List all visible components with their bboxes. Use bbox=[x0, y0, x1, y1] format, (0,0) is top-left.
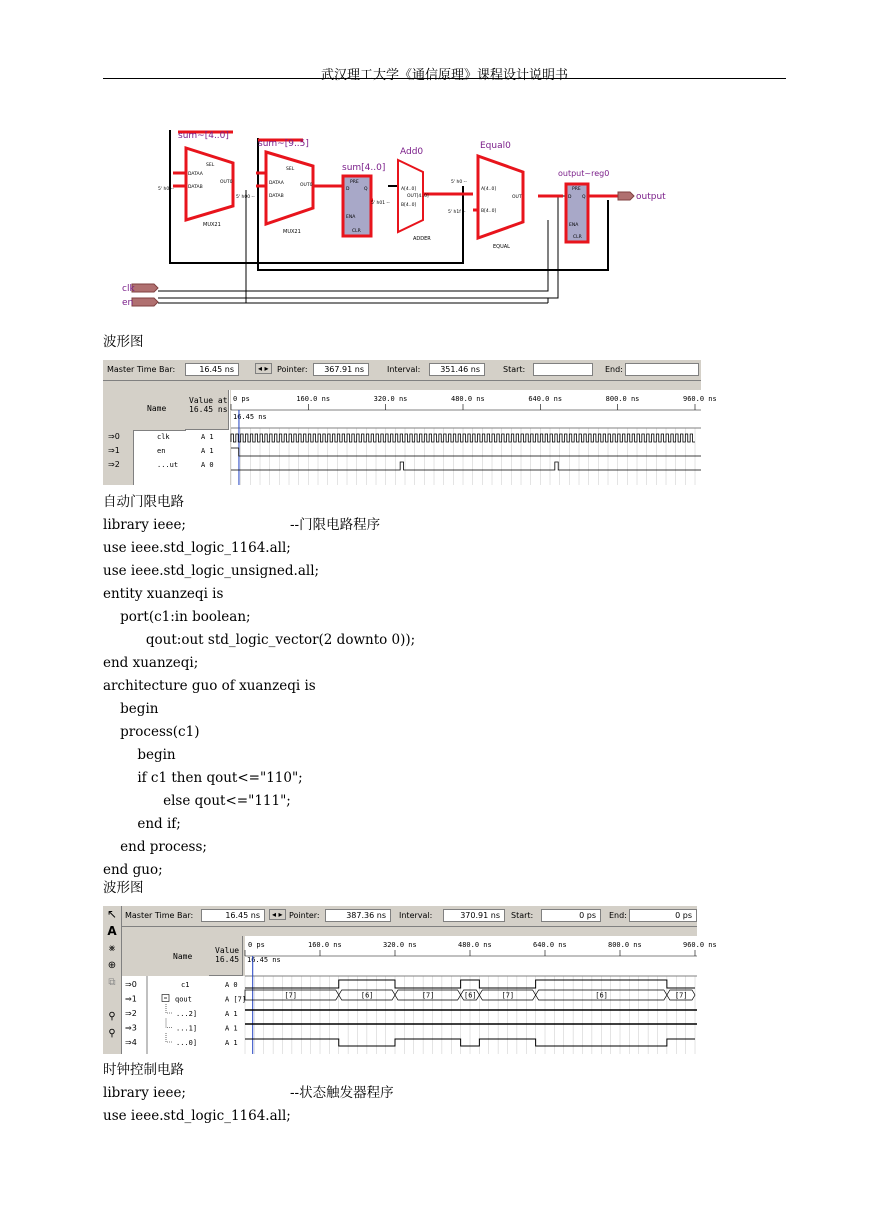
wave1-end-field[interactable] bbox=[625, 363, 699, 376]
wave1-tick-label: 320.0 ns bbox=[373, 395, 408, 403]
wave2-tick-label: 800.0 ns bbox=[608, 941, 642, 949]
mux-block-1 bbox=[178, 131, 233, 228]
code-text: qout:out std_logic_vector(2 downto 0)); bbox=[103, 632, 416, 648]
code-line bbox=[103, 586, 223, 602]
zoom-tool-icon[interactable]: ⊕ bbox=[107, 960, 117, 971]
code-comment: --状态触发器程序 bbox=[290, 1085, 394, 1101]
code-text: end guo; bbox=[103, 862, 163, 878]
svg-text:OUT[4..0]: OUT[4..0] bbox=[407, 194, 429, 199]
code-line bbox=[103, 563, 319, 579]
svg-text:sum[4..0]: sum[4..0] bbox=[342, 163, 386, 173]
input-pin-icon: ⇒1 bbox=[108, 446, 120, 455]
wave2-signal-value: A 0 bbox=[225, 981, 238, 989]
svg-text:DATAB: DATAB bbox=[188, 185, 203, 190]
wave2-col-value: Value 16.45 bbox=[209, 936, 243, 976]
svg-text:DATAA: DATAA bbox=[269, 181, 284, 186]
code-line bbox=[103, 770, 303, 786]
output-pin-icon: ⇒2 bbox=[125, 1009, 137, 1018]
text-tool-icon[interactable]: A bbox=[107, 924, 117, 938]
mux-block-2 bbox=[258, 139, 313, 235]
svg-text:Q: Q bbox=[582, 195, 586, 200]
wave2-signal-name[interactable]: c1 bbox=[181, 981, 190, 989]
adder-block bbox=[398, 147, 431, 242]
output-register bbox=[558, 169, 609, 242]
wave2-tick-label: 480.0 ns bbox=[458, 941, 492, 949]
svg-text:A[4..0]: A[4..0] bbox=[481, 187, 497, 192]
wave1-start-field[interactable] bbox=[533, 363, 593, 376]
wave1-signal-value: A 1 bbox=[201, 447, 214, 455]
wave2-signal-value: A 1 bbox=[225, 1010, 238, 1018]
wave2-tick-label: 0 ps bbox=[248, 941, 265, 949]
svg-text:Add0: Add0 bbox=[400, 147, 424, 157]
wave2-pointer-field[interactable]: 387.36 ns bbox=[325, 909, 391, 922]
wave1-tick-label: 480.0 ns bbox=[451, 395, 485, 403]
svg-text:5' h00 --: 5' h00 -- bbox=[236, 195, 255, 200]
wave1-title: 波形图 bbox=[103, 334, 144, 350]
wave2-signal-name[interactable]: ...0] bbox=[176, 1039, 198, 1047]
select-tool-icon[interactable]: ↖ bbox=[106, 907, 118, 921]
wave2-signal-name[interactable]: ...1] bbox=[176, 1024, 198, 1033]
clock-title: 时钟控制电路 bbox=[103, 1062, 184, 1078]
wave1-time-stepper[interactable]: ◂ ▸ bbox=[255, 363, 272, 374]
code-text: library ieee; bbox=[103, 517, 186, 533]
wave2-col-name: Name bbox=[173, 952, 193, 961]
svg-text:PRE: PRE bbox=[350, 180, 359, 185]
code-line bbox=[103, 609, 251, 625]
wave1-col-name: Name bbox=[147, 404, 167, 413]
wave2-bus-value: [7] bbox=[501, 991, 515, 1000]
wave2-tick-label: 320.0 ns bbox=[383, 941, 417, 949]
svg-text:SEL: SEL bbox=[206, 163, 215, 168]
waveform-panel-1 bbox=[103, 360, 717, 485]
code-text: use ieee.std_logic_1164.all; bbox=[103, 540, 291, 556]
svg-text:output~reg0: output~reg0 bbox=[558, 169, 610, 178]
header-rule bbox=[103, 78, 786, 79]
code-line bbox=[103, 701, 158, 717]
svg-text:MUX21: MUX21 bbox=[203, 222, 221, 228]
wave1-signal-value: A 1 bbox=[201, 433, 214, 441]
wave2-signal-value: A [7] bbox=[225, 995, 247, 1004]
wave1-cursor-label: 16.45 ns bbox=[233, 413, 267, 421]
wave1-pointer-field[interactable]: 367.91 ns bbox=[313, 363, 369, 376]
wave2-title: 波形图 bbox=[103, 880, 144, 896]
svg-text:D: D bbox=[568, 195, 572, 200]
wave1-tick-label: 0 ps bbox=[233, 395, 250, 403]
svg-text:B[4..0]: B[4..0] bbox=[401, 203, 417, 208]
page-header: 武汉理工大学《通信原理》课程设计说明书 bbox=[320, 68, 568, 83]
wave2-signal-name[interactable]: ...2] bbox=[176, 1010, 198, 1018]
wave2-chart bbox=[103, 936, 717, 1054]
wave2-time-stepper[interactable]: ◂ ▸ bbox=[269, 909, 286, 920]
wave2-interval-field[interactable]: 370.91 ns bbox=[443, 909, 505, 922]
code-text: use ieee.std_logic_1164.all; bbox=[103, 1108, 291, 1124]
svg-text:CLR: CLR bbox=[573, 235, 582, 240]
code-line bbox=[103, 1108, 291, 1124]
code-line bbox=[103, 678, 316, 694]
svg-text:ENA: ENA bbox=[569, 223, 579, 228]
waveform-editing-tool-icon[interactable]: ⨳ bbox=[108, 943, 116, 954]
wave1-signal-name[interactable]: clk bbox=[157, 433, 170, 441]
code-text: end xuanzeqi; bbox=[103, 655, 199, 671]
svg-text:OUT0: OUT0 bbox=[300, 183, 313, 188]
wave1-signal-name[interactable]: en bbox=[157, 447, 166, 455]
wave1-interval-field[interactable]: 351.46 ns bbox=[429, 363, 485, 376]
input-pin-icon: ⇒2 bbox=[108, 460, 120, 469]
output-pin bbox=[618, 192, 666, 202]
code-text: library ieee; bbox=[103, 1085, 186, 1101]
code-text: port(c1:in boolean; bbox=[103, 609, 251, 625]
wave2-toolbar: Master Time Bar: 16.45 ns ◂ ▸ Pointer: 387.36 ns Interval: 370.91 ns Start: 0 ps End: 0 ps bbox=[121, 906, 697, 927]
wave2-signal-value: A 1 bbox=[225, 1024, 238, 1033]
code-line bbox=[103, 517, 186, 533]
rtl-schematic bbox=[118, 128, 664, 310]
svg-text:sum~[4..0]: sum~[4..0] bbox=[178, 131, 229, 141]
wave1-signal-value: A 0 bbox=[201, 461, 214, 469]
code-text: else qout<="111"; bbox=[103, 793, 291, 809]
svg-text:A[4..0]: A[4..0] bbox=[401, 187, 417, 192]
svg-text:sum~[9..5]: sum~[9..5] bbox=[258, 139, 309, 149]
find-icon[interactable]: ⚲ bbox=[108, 1011, 116, 1022]
code-comment: --门限电路程序 bbox=[290, 517, 381, 533]
wave1-master-time[interactable]: 16.45 ns bbox=[185, 363, 239, 376]
svg-text:D: D bbox=[346, 187, 350, 192]
code-line bbox=[103, 862, 163, 878]
wave2-bus-value: [6] bbox=[360, 991, 374, 1000]
code-line bbox=[103, 632, 415, 648]
svg-text:DATAB: DATAB bbox=[269, 194, 284, 199]
wave1-tick-label: 160.0 ns bbox=[296, 395, 331, 403]
svg-text:en: en bbox=[122, 298, 134, 308]
wave2-tick-label: 640.0 ns bbox=[533, 941, 567, 949]
svg-text:SEL: SEL bbox=[286, 167, 295, 172]
code-line bbox=[103, 816, 181, 832]
copy-icon[interactable]: ⧉ bbox=[108, 977, 116, 988]
svg-text:DATAA: DATAA bbox=[188, 172, 203, 177]
svg-text:ENA: ENA bbox=[346, 215, 356, 220]
svg-text:EQUAL: EQUAL bbox=[493, 244, 510, 250]
wave2-bus-value: [7] bbox=[674, 991, 688, 1000]
wave2-end-field[interactable]: 0 ps bbox=[629, 909, 697, 922]
svg-text:5' h1f --: 5' h1f -- bbox=[448, 210, 466, 215]
code-text: end process; bbox=[103, 839, 207, 855]
circuit-title: 自动门限电路 bbox=[103, 494, 184, 510]
wave2-bus-value: [7] bbox=[421, 991, 435, 1000]
equal-block bbox=[478, 141, 523, 250]
code-text: use ieee.std_logic_unsigned.all; bbox=[103, 563, 320, 579]
wave1-tick-label: 800.0 ns bbox=[605, 395, 640, 403]
code-line bbox=[103, 793, 291, 809]
wave1-signal-name[interactable]: ...ut bbox=[157, 461, 179, 469]
code-text: begin bbox=[103, 701, 159, 717]
code-line bbox=[103, 655, 198, 671]
code-text: begin bbox=[103, 747, 176, 763]
clk-pin bbox=[122, 284, 158, 294]
svg-text:CLR: CLR bbox=[352, 229, 361, 234]
svg-text:ADDER: ADDER bbox=[413, 236, 431, 242]
input-pin-icon: ⇒0 bbox=[125, 980, 137, 989]
svg-text:5' h0 --: 5' h0 -- bbox=[158, 187, 174, 192]
svg-text:OUT: OUT bbox=[512, 195, 522, 200]
wave1-col-value: Value at 16.45 ns bbox=[185, 390, 229, 430]
wave1-toolbar: Master Time Bar: 16.45 ns ◂ ▸ Pointer: 367.91 ns Interval: 351.46 ns Start: End: bbox=[103, 360, 701, 381]
wave2-start-field[interactable]: 0 ps bbox=[541, 909, 601, 922]
wave2-tick-label: 960.0 ns bbox=[683, 941, 717, 949]
sum-register bbox=[342, 163, 385, 236]
wave1-chart bbox=[103, 390, 717, 485]
svg-text:5' h0 --: 5' h0 -- bbox=[451, 180, 467, 185]
svg-text:output: output bbox=[636, 192, 666, 202]
replace-icon[interactable]: ⚲ bbox=[108, 1028, 116, 1039]
code-line bbox=[103, 540, 291, 556]
output-pin-icon: ⇒3 bbox=[125, 1023, 137, 1033]
code-line bbox=[103, 724, 199, 740]
waveform-panel-2 bbox=[103, 906, 717, 1054]
wave2-cursor-label: 16.45 ns bbox=[247, 956, 281, 964]
code-text: end if; bbox=[103, 816, 181, 832]
wave2-bus-value: [6] bbox=[464, 991, 477, 1000]
code-line bbox=[103, 1085, 186, 1101]
wave2-bus-value: [7] bbox=[284, 991, 298, 1000]
wave1-tick-label: 960.0 ns bbox=[683, 395, 717, 403]
svg-text:PRE: PRE bbox=[572, 187, 581, 192]
svg-text:Equal0: Equal0 bbox=[480, 141, 511, 151]
svg-text:OUT0: OUT0 bbox=[220, 180, 233, 185]
code-text: entity xuanzeqi is bbox=[103, 586, 224, 602]
wave2-signal-name[interactable]: qout bbox=[175, 995, 192, 1004]
code-line bbox=[103, 839, 207, 855]
svg-text:Q: Q bbox=[364, 187, 368, 192]
wave2-tick-label: 160.0 ns bbox=[308, 941, 342, 949]
code-text: architecture guo of xuanzeqi is bbox=[103, 678, 316, 694]
wave1-tick-label: 640.0 ns bbox=[528, 395, 563, 403]
wave2-signal-value: A 1 bbox=[225, 1039, 238, 1047]
en-pin bbox=[122, 298, 158, 308]
output-pin-icon: ⇒4 bbox=[125, 1038, 137, 1047]
wave2-bus-value: [6] bbox=[595, 991, 608, 1000]
svg-text:clk: clk bbox=[122, 284, 135, 294]
wave2-master-time[interactable]: 16.45 ns bbox=[201, 909, 265, 922]
svg-text:5' h01 --: 5' h01 -- bbox=[371, 201, 390, 206]
code-text: process(c1) bbox=[103, 724, 200, 740]
code-text: if c1 then qout<="110"; bbox=[103, 770, 303, 786]
code-line bbox=[103, 747, 176, 763]
svg-text:MUX21: MUX21 bbox=[283, 229, 301, 235]
svg-text:B[4..0]: B[4..0] bbox=[481, 209, 497, 214]
output-pin-icon: ⇒1 bbox=[125, 994, 137, 1004]
input-pin-icon: ⇒0 bbox=[108, 432, 120, 441]
